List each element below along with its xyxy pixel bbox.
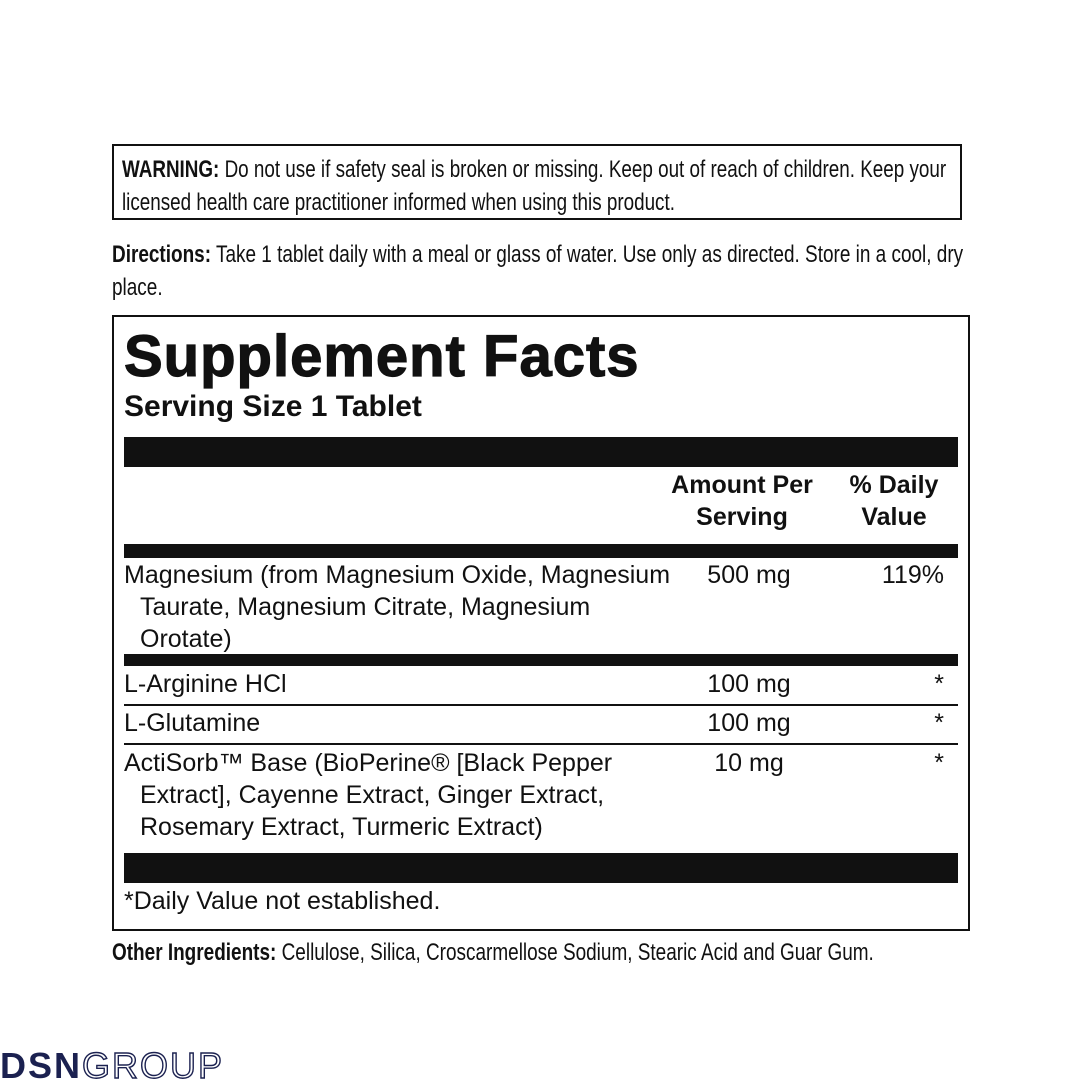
daily-value-header (836, 469, 952, 533)
nutrient-line: Magnesium (from Magnesium Oxide, Magnesium (124, 561, 671, 589)
warning-label: WARNING: (122, 156, 220, 183)
nutrient-line: Rosemary Extract, Turmeric Extract) (140, 813, 543, 841)
other-ingredients-text-block (112, 936, 972, 969)
thick-bar-row (124, 654, 958, 666)
nutrient-amount: 500 mg (707, 561, 791, 589)
brand-dsn: DSN (0, 1045, 83, 1086)
brand-group: GROUP (82, 1045, 225, 1086)
nutrient-line: L-Glutamine (124, 709, 261, 737)
supplement-facts-panel (112, 315, 970, 931)
footnote: *Daily Value not established. (124, 887, 441, 915)
amount-header-line1: Amount Per (671, 471, 813, 499)
nutrient-name-glutamine (124, 707, 684, 739)
thick-bar-header (124, 544, 958, 558)
warning-box (112, 144, 962, 220)
serving-size: Serving Size 1 Tablet (124, 390, 422, 423)
nutrient-name-actisorb (124, 747, 684, 843)
amount-per-serving-header (666, 469, 818, 533)
warning-text: Do not use if safety seal is broken or missing. Keep out of reach of children. Keep your licensed health care practitioner informed when using this product. (122, 156, 947, 216)
nutrient-line: Taurate, Magnesium Citrate, Magnesium (140, 593, 591, 621)
nutrient-line: Orotate) (140, 625, 232, 653)
other-ingredients-text: Cellulose, Silica, Croscarmellose Sodium, Stearic Acid and Guar Gum. (281, 939, 874, 966)
nutrient-name-magnesium (124, 559, 684, 655)
row-divider (124, 743, 958, 745)
nutrient-daily-value: * (934, 709, 944, 737)
nutrient-line: ActiSorb™ Base (BioPerine® [Black Pepper (124, 749, 613, 777)
directions (112, 238, 972, 308)
nutrient-amount: 100 mg (707, 670, 791, 698)
nutrient-line: L-Arginine HCl (124, 670, 287, 698)
facts-title: Supplement Facts (124, 324, 640, 389)
other-ingredients-label: Other Ingredients: (112, 939, 277, 966)
row-divider (124, 704, 958, 706)
nutrient-name-arginine (124, 668, 684, 700)
nutrient-line: Extract], Cayenne Extract, Ginger Extract, (140, 781, 605, 809)
directions-text: Take 1 tablet daily with a meal or glass of water. Use only as directed. Store in a cool, dry place. (112, 241, 964, 301)
amount-header-line2: Serving (696, 503, 788, 531)
nutrient-amount: 10 mg (714, 749, 784, 777)
brand-logo (0, 1046, 224, 1086)
directions-label: Directions: (112, 241, 212, 268)
dv-header-line1: % Daily (849, 471, 939, 499)
thick-bar-top (124, 437, 958, 467)
nutrient-daily-value: 119% (881, 561, 944, 589)
dv-header-line2: Value (861, 503, 927, 531)
other-ingredients (112, 936, 972, 972)
directions-text-block (112, 238, 972, 304)
nutrient-daily-value: * (934, 670, 944, 698)
thick-bar-bottom (124, 853, 958, 883)
nutrient-daily-value: * (934, 749, 944, 777)
nutrient-amount: 100 mg (707, 709, 791, 737)
warning-text-block (122, 153, 954, 219)
